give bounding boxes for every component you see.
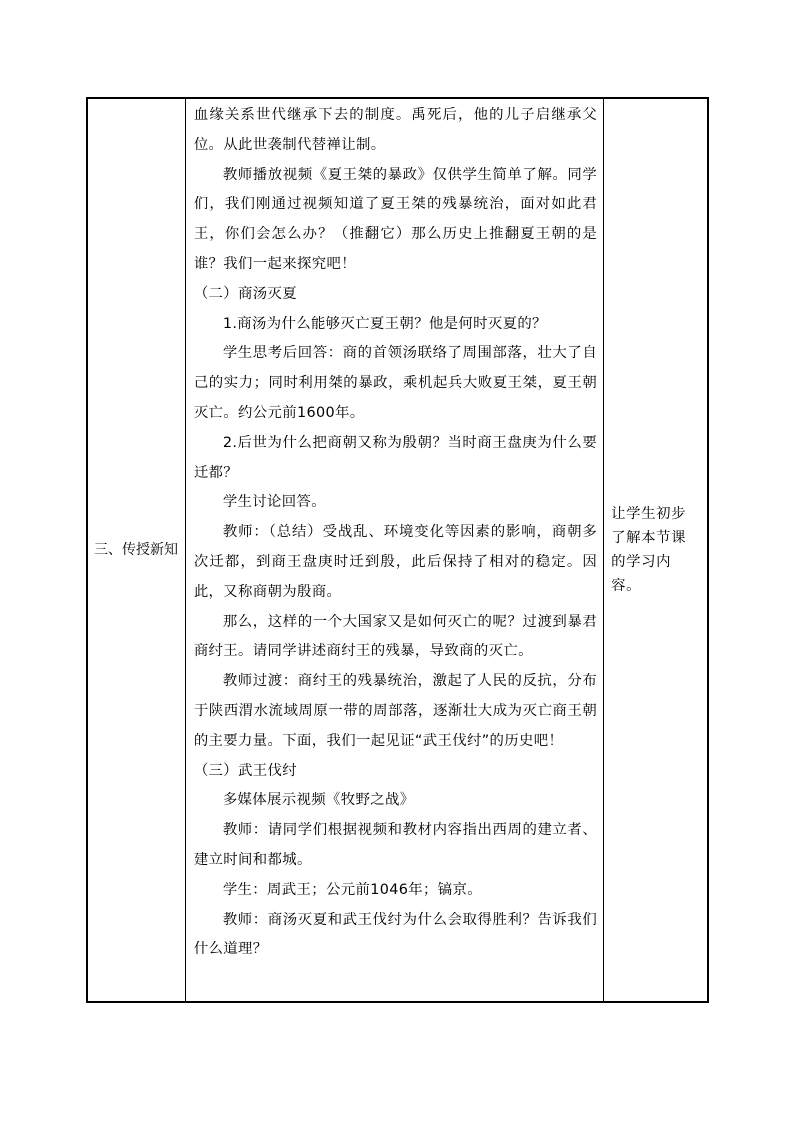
student-discussion: 学生讨论回答。 [222, 494, 326, 511]
answer-1: 学生思考后回答：商的首领汤联络了周围部落，壮大了自己的实力；同时利用桀的暴政，乘机起兵大败夏王桀，夏王朝灭亡。约公元前1600年。 [193, 345, 598, 421]
stage-label: 三、传授新知 [94, 542, 178, 558]
teacher-transition: 教师过渡：商纣王的残暴统治，激起了人民的反抗，分布于陕西渭水流域周原一带的周部落，逐渐壮大成为灭亡商王朝的主要力量。下面，我们一起见证“武王伐纣”的历史吧！ [193, 673, 598, 749]
section-heading-wu-wang: （三）武王伐纣 [193, 762, 297, 779]
question-1: 1.商汤为什么能够灭亡夏王朝？他是何时灭夏的？ [222, 315, 547, 332]
question-2: 2.后世为什么把商朝又称为殷朝？当时商王盘庚为什么要迁都？ [193, 434, 598, 481]
design-intent-text: 让学生初步了解本节课的学习内容。 [611, 506, 687, 594]
design-intent-cell [604, 98, 708, 1002]
multimedia-video: 多媒体展示视频《牧野之战》 [222, 792, 415, 809]
lesson-plan-table [86, 97, 709, 1003]
teacher-question-4: 教师：商汤灭夏和武王伐纣为什么会取得胜利？告诉我们什么道理？ [193, 911, 598, 958]
table-row [87, 98, 708, 1002]
transition-paragraph: 那么，这样的一个大国家又是如何灭亡的呢？过渡到暴君商纣王。请同学讲述商纣王的残暴，导致商的灭亡。 [193, 613, 598, 660]
teacher-question-3: 教师：请同学们根据视频和教材内容指出西周的建立者、建立时间和都城。 [193, 822, 598, 868]
teaching-content-cell [185, 98, 603, 1002]
content-paragraph-video-intro: 教师播放视频《夏王桀的暴政》仅供学生简单了解。同学们，我们刚通过视频知道了夏王桀的残暴统治，面对如此君王，你们会怎么办？（推翻它）那么历史上推翻夏王朝的是谁？我们一起来探究吧！ [193, 166, 598, 272]
teacher-summary: 教师：（总结）受战乱、环境变化等因素的影响，商朝多次迁都，到商王盘庚时迁到殷，此后保持了相对的稳定。因此，又称商朝为殷商。 [193, 524, 598, 600]
content-paragraph-intro: 血缘关系世代继承下去的制度。禹死后，他的儿子启继承父位。从此世袭制代替禅让制。 [193, 107, 598, 153]
section-heading-shang-tang: （二）商汤灭夏 [193, 285, 297, 302]
student-answer-3: 学生：周武王；公元前1046年；镐京。 [222, 881, 482, 898]
stage-label-cell [87, 98, 185, 1002]
